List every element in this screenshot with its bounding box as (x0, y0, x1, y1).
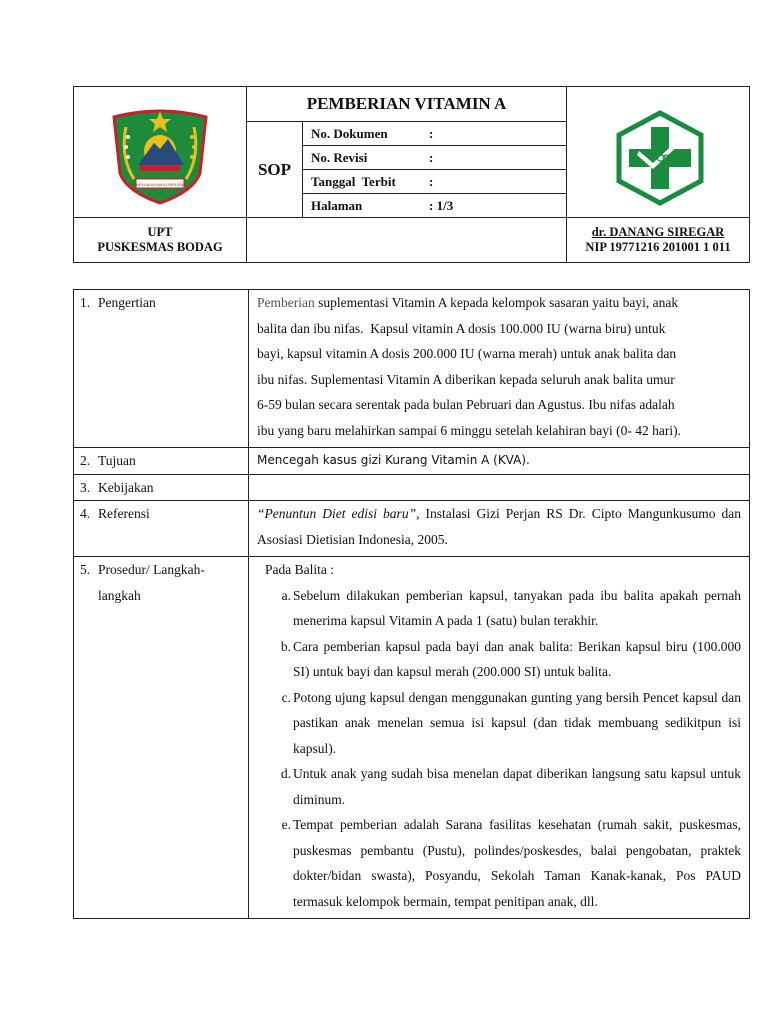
step-marker: b. (280, 638, 291, 654)
empty-footer-cell (247, 218, 567, 263)
meta-row (303, 170, 566, 194)
organization-name (74, 218, 247, 263)
section-row-prosedur (74, 557, 750, 919)
section-content (249, 557, 750, 919)
step-text: Untuk anak yang sudah bisa menelan dapat diberikan langsung satu kapsul untuk diminum. (293, 766, 741, 807)
meta-value: : (421, 122, 566, 146)
org-line-1: UPT (147, 225, 173, 239)
step-text: Cara pemberian kapsul pada bayi dan anak balita: Berikan kapsul biru (100.000 SI) untuk bayi dan kapsul merah (200.000 SI) untuk balita. (293, 638, 741, 679)
kebijakan-text (249, 474, 750, 501)
sop-content-table (73, 289, 750, 919)
meta-row (303, 146, 566, 170)
section-title: Pengertian (98, 295, 156, 310)
document-title: PEMBERIAN VITAMIN A (247, 87, 567, 122)
meta-value: : (421, 170, 566, 194)
section-row-kebijakan (74, 474, 750, 501)
tujuan-text: Mencegah kasus gizi Kurang Vitamin A (KVA). (249, 448, 750, 475)
pengertian-line: bayi, kapsul vitamin A dosis 200.000 IU (warna merah) untuk anak balita dan (257, 346, 677, 361)
sop-label: SOP (247, 122, 303, 218)
list-item (257, 685, 741, 762)
pengertian-line: ibu yang baru melahirkan sampai 6 minggu setelah kelahiran bayi (0- 42 hari). (257, 422, 681, 438)
list-item (257, 634, 741, 685)
referensi-rest: , Instalasi Gizi Perjan RS Dr. Cipto Mangunkusumo dan Asosiasi Dietisian Indonesia, 2005. (257, 506, 742, 547)
list-item (257, 583, 741, 634)
document-meta-table (303, 122, 566, 217)
section-content (249, 290, 750, 448)
section-title: Tujuan (98, 453, 136, 468)
step-marker: e. (281, 817, 291, 832)
section-content (249, 501, 750, 557)
step-marker: d. (280, 766, 291, 781)
section-number: 1. (80, 295, 91, 310)
pengertian-line: ibu nifas. Suplementasi Vitamin A diberikan kepada seluruh anak balita umur (257, 371, 675, 387)
regency-emblem-cell (74, 87, 247, 218)
section-title-cont: langkah (98, 587, 141, 603)
section-row-pengertian (74, 290, 750, 448)
section-label (74, 474, 249, 501)
pengertian-line: balita dan ibu nifas. Kapsul vitamin A dosis 100.000 IU (warna biru) untuk (257, 320, 666, 336)
section-number: 2. (80, 453, 91, 468)
puskesmas-logo-icon (567, 87, 749, 217)
regency-emblem-icon (74, 87, 246, 217)
signer-block (567, 218, 750, 263)
signer-name: dr. DANANG SIREGAR (591, 225, 725, 239)
prosedur-heading: Pada Balita : (265, 562, 334, 577)
meta-key: No. Dokumen (303, 122, 421, 146)
section-number: 3. (80, 479, 91, 495)
meta-key: No. Revisi (303, 146, 421, 170)
section-number: 5. (80, 562, 91, 577)
step-marker: c. (281, 689, 291, 705)
section-label (74, 290, 249, 448)
step-text: Tempat pemberian adalah Sarana fasilitas kesehatan (rumah sakit, puskesmas, puskesmas pembantu (Pustu), polindes/poskesdes, balai pengobatan, praktek dokter/bidan swasta), Posyandu, Sekolah Taman Kanak-kanak, Pos PAUD termasuk kelompok bermain, tempat penitipan anak, dll. (293, 817, 741, 909)
emblem-ribbon-text: BANGUNUN MAJU BERSAMA (132, 182, 188, 187)
puskesmas-logo-cell (567, 87, 750, 218)
meta-value: : (421, 146, 566, 170)
section-number: 4. (80, 506, 91, 521)
step-text: Potong ujung kapsul dengan menggunakan gunting yang bersih Pencet kapsul dan pastikan anak menelan semua isi kapsul (dan tidak membuang sedikitpun isi kapsul). (293, 689, 741, 756)
meta-row (303, 194, 566, 218)
section-title: Referensi (98, 506, 150, 521)
section-label (74, 501, 249, 557)
referensi-title: “Penuntun Diet edisi baru” (257, 506, 417, 521)
pengertian-line: suplementasi Vitamin A kepada kelompok sasaran yaitu bayi, anak (314, 295, 679, 310)
pengertian-line: 6-59 bulan secara serentak pada bulan Pebruari dan Agustus. Ibu nifas adalah (257, 397, 675, 412)
meta-key: Tanggal Terbit (303, 170, 421, 194)
section-label (74, 448, 249, 475)
section-title: Prosedur/ Langkah- (98, 562, 205, 577)
meta-value: : 1/3 (429, 197, 454, 213)
document-meta-cell (303, 122, 567, 218)
section-row-referensi (74, 501, 750, 557)
meta-row (303, 122, 566, 146)
org-line-2: PUSKESMAS BODAG (97, 240, 223, 254)
section-row-tujuan (74, 448, 750, 475)
list-item (257, 812, 741, 914)
pengertian-lead: Pemberian (257, 295, 315, 310)
meta-key: Halaman (311, 197, 363, 213)
list-item (257, 761, 741, 812)
prosedur-steps (257, 583, 741, 919)
step-text: Sebelum dilakukan pemberian kapsul, tanyakan pada ibu balita apakah pernah menerima kapsul Vitamin A pada 1 (satu) bulan terakhir. (293, 587, 741, 628)
step-marker: a. (281, 587, 291, 603)
section-label (74, 557, 249, 919)
sop-header-table (73, 86, 750, 263)
signer-nip: NIP 19771216 201001 1 011 (585, 240, 731, 254)
section-title: Kebijakan (98, 479, 154, 495)
